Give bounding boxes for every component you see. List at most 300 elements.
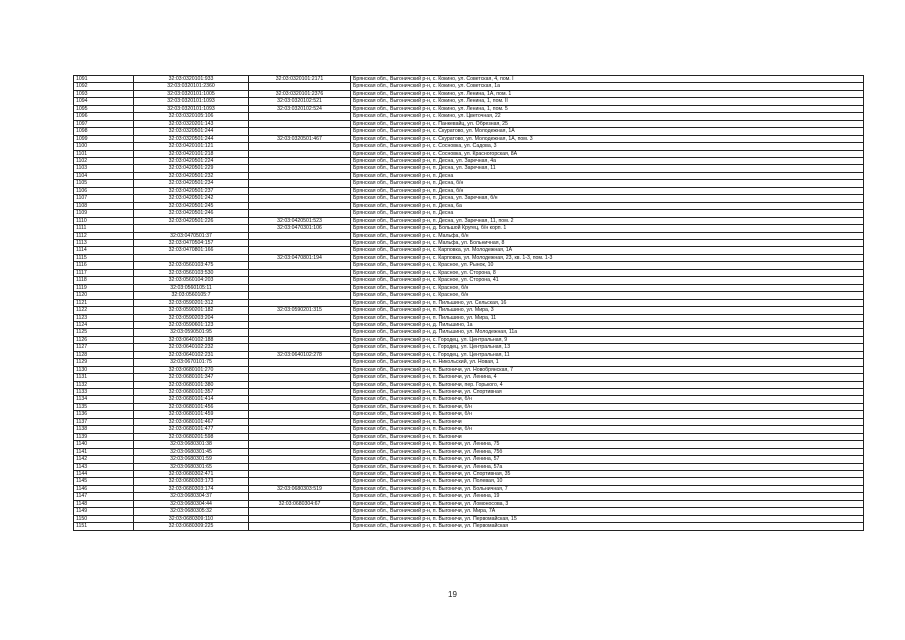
related-cadastral-cell: 32:03:0320102:521 bbox=[249, 98, 351, 105]
related-cadastral-cell bbox=[249, 321, 351, 328]
row-number-cell: 1127 bbox=[74, 344, 134, 351]
cadastral-number-cell: 32:03:0560103:475 bbox=[134, 262, 249, 269]
cadastral-number-cell: 32:03:0320201:143 bbox=[134, 120, 249, 127]
table-row bbox=[74, 433, 864, 440]
cadastral-number-cell: 32:03:0680101:467 bbox=[134, 418, 249, 425]
cadastral-number-cell: 32:03:0680301:45 bbox=[134, 448, 249, 455]
row-number-cell: 1096 bbox=[74, 113, 134, 120]
table-row bbox=[74, 336, 864, 343]
table-row bbox=[74, 344, 864, 351]
table-row bbox=[74, 463, 864, 470]
row-number-cell: 1116 bbox=[74, 262, 134, 269]
cadastral-number-cell: 32:03:0680301:59 bbox=[134, 456, 249, 463]
cadastral-number-cell: 32:03:0680309:225 bbox=[134, 523, 249, 530]
table-row bbox=[74, 143, 864, 150]
cadastral-number-cell: 32:03:0320101:1093 bbox=[134, 105, 249, 112]
cadastral-number-cell: 32:03:0670101:75 bbox=[134, 359, 249, 366]
property-table bbox=[73, 75, 864, 531]
related-cadastral-cell bbox=[249, 329, 351, 336]
address-cell: Брянская обл., Выгоничский р-н, п. Выгоничи, ул. Ленина, 19 bbox=[351, 493, 864, 500]
address-cell: Брянская обл., Выгоничский р-н, п. Выгоничи bbox=[351, 418, 864, 425]
related-cadastral-cell bbox=[249, 463, 351, 470]
table-row bbox=[74, 150, 864, 157]
table-row bbox=[74, 508, 864, 515]
row-number-cell: 1146 bbox=[74, 485, 134, 492]
related-cadastral-cell bbox=[249, 441, 351, 448]
row-number-cell: 1124 bbox=[74, 321, 134, 328]
address-cell: Брянская обл., Выгоничский р-н, п. Десна, ул. Заречная, 11 bbox=[351, 165, 864, 172]
cadastral-number-cell: 32:03:0560103:530 bbox=[134, 269, 249, 276]
address-cell: Брянская обл., Выгоничский р-н, с. Красное, б/н bbox=[351, 292, 864, 299]
row-number-cell: 1117 bbox=[74, 269, 134, 276]
related-cadastral-cell bbox=[249, 150, 351, 157]
address-cell: Брянская обл., Выгоничский р-н, с. Кокино, ул. Советская, 1а bbox=[351, 83, 864, 90]
cadastral-number-cell bbox=[134, 254, 249, 261]
table-row bbox=[74, 523, 864, 530]
table-row bbox=[74, 389, 864, 396]
cadastral-number-cell: 32:03:0320101:1005 bbox=[134, 90, 249, 97]
related-cadastral-cell bbox=[249, 314, 351, 321]
table-row bbox=[74, 135, 864, 142]
address-cell: Брянская обл., Выгоничский р-н, п. Десна, ул. Заречная, 4а bbox=[351, 157, 864, 164]
table-row bbox=[74, 307, 864, 314]
address-cell: Брянская обл., Выгоничский р-н, п. Выгоничи, б/н bbox=[351, 426, 864, 433]
table-row bbox=[74, 187, 864, 194]
table-row bbox=[74, 269, 864, 276]
cadastral-number-cell: 32:03:0680301:65 bbox=[134, 463, 249, 470]
address-cell: Брянская обл., Выгоничский р-н, с. Городец, ул. Центральная, 11 bbox=[351, 351, 864, 358]
address-cell: Брянская обл., Выгоничский р-н, п. Пильшино, ул. Сельская, 16 bbox=[351, 299, 864, 306]
cadastral-number-cell: 32:03:0680309:110 bbox=[134, 515, 249, 522]
related-cadastral-cell bbox=[249, 232, 351, 239]
cadastral-number-cell: 32:03:0590201:312 bbox=[134, 299, 249, 306]
cadastral-number-cell: 32:03:0320101:2360 bbox=[134, 83, 249, 90]
table-row bbox=[74, 493, 864, 500]
address-cell: Брянская обл., Выгоничский р-н, п. Пильшино, ул. Мира, 3 bbox=[351, 307, 864, 314]
row-number-cell: 1109 bbox=[74, 210, 134, 217]
related-cadastral-cell bbox=[249, 113, 351, 120]
cadastral-number-cell: 32:03:0680304:44 bbox=[134, 500, 249, 507]
row-number-cell: 1149 bbox=[74, 508, 134, 515]
related-cadastral-cell bbox=[249, 239, 351, 246]
row-number-cell: 1132 bbox=[74, 381, 134, 388]
related-cadastral-cell bbox=[249, 262, 351, 269]
related-cadastral-cell: 32:03:0320102:524 bbox=[249, 105, 351, 112]
related-cadastral-cell: 32:03:0680304:67 bbox=[249, 500, 351, 507]
related-cadastral-cell bbox=[249, 120, 351, 127]
table-row bbox=[74, 90, 864, 97]
address-cell: Брянская обл., Выгоничский р-н, п. Десна, 6а bbox=[351, 202, 864, 209]
row-number-cell: 1099 bbox=[74, 135, 134, 142]
row-number-cell: 1094 bbox=[74, 98, 134, 105]
row-number-cell: 1105 bbox=[74, 180, 134, 187]
related-cadastral-cell bbox=[249, 456, 351, 463]
row-number-cell: 1143 bbox=[74, 463, 134, 470]
row-number-cell: 1101 bbox=[74, 150, 134, 157]
address-cell: Брянская обл., Выгоничский р-н, п. Десна bbox=[351, 210, 864, 217]
table-row bbox=[74, 366, 864, 373]
table-row bbox=[74, 374, 864, 381]
row-number-cell: 1144 bbox=[74, 471, 134, 478]
address-cell: Брянская обл., Выгоничский р-н, с. Сосновка, ул. Красногорская, 8А bbox=[351, 150, 864, 157]
table-row bbox=[74, 76, 864, 83]
table-row bbox=[74, 165, 864, 172]
cadastral-number-cell: 32:03:0420501:232 bbox=[134, 172, 249, 179]
row-number-cell: 1140 bbox=[74, 441, 134, 448]
row-number-cell: 1097 bbox=[74, 120, 134, 127]
table-row bbox=[74, 98, 864, 105]
row-number-cell: 1128 bbox=[74, 351, 134, 358]
related-cadastral-cell bbox=[249, 269, 351, 276]
address-cell: Брянская обл., Выгоничский р-н, п. Выгоничи, б/н bbox=[351, 403, 864, 410]
row-number-cell: 1131 bbox=[74, 374, 134, 381]
related-cadastral-cell bbox=[249, 210, 351, 217]
row-number-cell: 1112 bbox=[74, 232, 134, 239]
related-cadastral-cell bbox=[249, 157, 351, 164]
table-row bbox=[74, 210, 864, 217]
row-number-cell: 1093 bbox=[74, 90, 134, 97]
cadastral-number-cell: 32:03:0560104:203 bbox=[134, 277, 249, 284]
cadastral-number-cell: 32:03:0470501:37 bbox=[134, 232, 249, 239]
cadastral-number-cell: 32:03:0420501:234 bbox=[134, 180, 249, 187]
cadastral-number-cell: 32:03:0680301:38 bbox=[134, 441, 249, 448]
row-number-cell: 1113 bbox=[74, 239, 134, 246]
table-row bbox=[74, 277, 864, 284]
row-number-cell: 1118 bbox=[74, 277, 134, 284]
row-number-cell: 1121 bbox=[74, 299, 134, 306]
cadastral-number-cell: 32:03:0420501:245 bbox=[134, 202, 249, 209]
row-number-cell: 1136 bbox=[74, 411, 134, 418]
row-number-cell: 1123 bbox=[74, 314, 134, 321]
table-row bbox=[74, 239, 864, 246]
related-cadastral-cell: 32:03:0320501:467 bbox=[249, 135, 351, 142]
table-row bbox=[74, 247, 864, 254]
cadastral-number-cell: 32:03:0640102:188 bbox=[134, 336, 249, 343]
address-cell: Брянская обл., Выгоничский р-н, п. Пильшино, ул. Мира, 11 bbox=[351, 314, 864, 321]
cadastral-number-cell: 32:03:0420501:224 bbox=[134, 157, 249, 164]
row-number-cell: 1091 bbox=[74, 76, 134, 83]
table-row bbox=[74, 456, 864, 463]
cadastral-number-cell: 32:03:0320501:244 bbox=[134, 135, 249, 142]
address-cell: Брянская обл., Выгоничский р-н, с. Мальфа, ул. Больничная, 8 bbox=[351, 239, 864, 246]
address-cell: Брянская обл., Выгоничский р-н, п. Десна, б/н bbox=[351, 187, 864, 194]
table-row bbox=[74, 359, 864, 366]
table-row bbox=[74, 284, 864, 291]
related-cadastral-cell bbox=[249, 165, 351, 172]
row-number-cell: 1108 bbox=[74, 202, 134, 209]
address-cell: Брянская обл., Выгоничский р-н, с. Красное, ул. Сторона, 41 bbox=[351, 277, 864, 284]
table-row bbox=[74, 314, 864, 321]
related-cadastral-cell bbox=[249, 411, 351, 418]
related-cadastral-cell bbox=[249, 508, 351, 515]
table-row bbox=[74, 128, 864, 135]
row-number-cell: 1098 bbox=[74, 128, 134, 135]
related-cadastral-cell bbox=[249, 195, 351, 202]
row-number-cell: 1134 bbox=[74, 396, 134, 403]
cadastral-number-cell: 32:03:0420501:246 bbox=[134, 210, 249, 217]
cadastral-number-cell: 32:03:0560105:7 bbox=[134, 292, 249, 299]
table-row bbox=[74, 471, 864, 478]
table-row bbox=[74, 426, 864, 433]
cadastral-number-cell: 32:03:0420101:218 bbox=[134, 150, 249, 157]
table-row bbox=[74, 411, 864, 418]
row-number-cell: 1125 bbox=[74, 329, 134, 336]
address-cell: Брянская обл., Выгоничский р-н, п. Выгоничи, ул. Больничная, 7 bbox=[351, 485, 864, 492]
cadastral-number-cell: 32:03:0320101:933 bbox=[134, 76, 249, 83]
address-cell: Брянская обл., Выгоничский р-н, с. Кокино, ул. Ленина, 1А, пом. 1 bbox=[351, 90, 864, 97]
related-cadastral-cell bbox=[249, 292, 351, 299]
cadastral-number-cell: 32:03:0590203:204 bbox=[134, 314, 249, 321]
cadastral-number-cell: 32:03:0680303:173 bbox=[134, 478, 249, 485]
related-cadastral-cell: 32:03:0640102:278 bbox=[249, 351, 351, 358]
table-row bbox=[74, 225, 864, 232]
address-cell: Брянская обл., Выгоничский р-н, с. Карповка, ул. Молодежная, 23, кв. 1-3, пом. 1-3 bbox=[351, 254, 864, 261]
cadastral-number-cell: 32:03:0420101:121 bbox=[134, 143, 249, 150]
related-cadastral-cell bbox=[249, 523, 351, 530]
cadastral-number-cell: 32:03:0680304:37 bbox=[134, 493, 249, 500]
address-cell: Брянская обл., Выгоничский р-н, п. Выгоничи, ул. Спортивная bbox=[351, 389, 864, 396]
row-number-cell: 1119 bbox=[74, 284, 134, 291]
address-cell: Брянская обл., Выгоничский р-н, с. Мальфа, б/н bbox=[351, 232, 864, 239]
row-number-cell: 1120 bbox=[74, 292, 134, 299]
row-number-cell: 1151 bbox=[74, 523, 134, 530]
row-number-cell: 1111 bbox=[74, 225, 134, 232]
row-number-cell: 1114 bbox=[74, 247, 134, 254]
cadastral-number-cell: 32:03:0680101:380 bbox=[134, 381, 249, 388]
table-row bbox=[74, 418, 864, 425]
address-cell: Брянская обл., Выгоничский р-н, с. Кокино, ул. Цветочная, 22 bbox=[351, 113, 864, 120]
table-row bbox=[74, 172, 864, 179]
table-row bbox=[74, 478, 864, 485]
address-cell: Брянская обл., Выгоничский р-н, п. Выгоничи, ул. Полевая, 10 bbox=[351, 478, 864, 485]
table-row bbox=[74, 262, 864, 269]
row-number-cell: 1106 bbox=[74, 187, 134, 194]
related-cadastral-cell bbox=[249, 374, 351, 381]
related-cadastral-cell bbox=[249, 493, 351, 500]
table-row bbox=[74, 485, 864, 492]
table-row bbox=[74, 500, 864, 507]
address-cell: Брянская обл., Выгоничский р-н, с. Карповка, ул. Молодежная, 1А bbox=[351, 247, 864, 254]
related-cadastral-cell bbox=[249, 389, 351, 396]
row-number-cell: 1133 bbox=[74, 389, 134, 396]
cadastral-number-cell: 32:03:0680201:598 bbox=[134, 433, 249, 440]
row-number-cell: 1115 bbox=[74, 254, 134, 261]
cadastral-number-cell: 32:03:0640102:231 bbox=[134, 351, 249, 358]
cadastral-number-cell: 32:03:0470801:166 bbox=[134, 247, 249, 254]
address-cell: Брянская обл., Выгоничский р-н, п. Выгоничи, ул. Ленина, 75 bbox=[351, 441, 864, 448]
related-cadastral-cell bbox=[249, 247, 351, 254]
address-cell: Брянская обл., Выгоничский р-н, д. Пильшино, ул. Молодежная, 11а bbox=[351, 329, 864, 336]
address-cell: Брянская обл., Выгоничский р-н, д. Пильшино, 1а bbox=[351, 321, 864, 328]
related-cadastral-cell bbox=[249, 381, 351, 388]
row-number-cell: 1110 bbox=[74, 217, 134, 224]
related-cadastral-cell: 32:03:0470801:194 bbox=[249, 254, 351, 261]
address-cell: Брянская обл., Выгоничский р-н, с. Скуратово, ул. Молодежная, 1А, пом. 3 bbox=[351, 135, 864, 142]
address-cell: Брянская обл., Выгоничский р-н, п. Десна, ул. Заречная, 11, пом. 2 bbox=[351, 217, 864, 224]
table-row bbox=[74, 254, 864, 261]
page-number: 19 bbox=[448, 590, 457, 599]
row-number-cell: 1145 bbox=[74, 478, 134, 485]
related-cadastral-cell: 32:03:0470301:106 bbox=[249, 225, 351, 232]
row-number-cell: 1141 bbox=[74, 448, 134, 455]
address-cell: Брянская обл., Выгоничский р-н, п. Выгоничи, ул. Ленина, 4 bbox=[351, 374, 864, 381]
address-cell: Брянская обл., Выгоничский р-н, с. Скуратово, ул. Молодежная, 1А bbox=[351, 128, 864, 135]
table-row bbox=[74, 396, 864, 403]
row-number-cell: 1137 bbox=[74, 418, 134, 425]
cadastral-number-cell: 32:03:0320105:106 bbox=[134, 113, 249, 120]
table-row bbox=[74, 157, 864, 164]
row-number-cell: 1104 bbox=[74, 172, 134, 179]
address-cell: Брянская обл., Выгоничский р-н, с. Кокино, ул. Ленина, 1, пом. II bbox=[351, 98, 864, 105]
cadastral-number-cell: 32:03:0680101:357 bbox=[134, 389, 249, 396]
address-cell: Брянская обл., Выгоничский р-н, с. Красное, б/н bbox=[351, 284, 864, 291]
related-cadastral-cell bbox=[249, 366, 351, 373]
table-row bbox=[74, 180, 864, 187]
table-row bbox=[74, 195, 864, 202]
cadastral-number-cell: 32:03:0590201:182 bbox=[134, 307, 249, 314]
table-row bbox=[74, 515, 864, 522]
related-cadastral-cell: 32:03:0590201:315 bbox=[249, 307, 351, 314]
address-cell: Брянская обл., Выгоничский р-н, с. Красное, ул. Сторона, 8 bbox=[351, 269, 864, 276]
cadastral-number-cell: 32:03:0680101:347 bbox=[134, 374, 249, 381]
cadastral-number-cell: 32:03:0680302:471 bbox=[134, 471, 249, 478]
related-cadastral-cell bbox=[249, 336, 351, 343]
address-cell: Брянская обл., Выгоничский р-н, с. Городец, ул. Центральная, 13 bbox=[351, 344, 864, 351]
row-number-cell: 1102 bbox=[74, 157, 134, 164]
related-cadastral-cell bbox=[249, 448, 351, 455]
table-row bbox=[74, 217, 864, 224]
address-cell: Брянская обл., Выгоничский р-н, п. Выгоничи bbox=[351, 433, 864, 440]
address-cell: Брянская обл., Выгоничский р-н, п. Десна bbox=[351, 172, 864, 179]
cadastral-number-cell: 32:03:0640102:232 bbox=[134, 344, 249, 351]
address-cell: Брянская обл., Выгоничский р-н, с. Кокино, ул. Ленина, 1, пом. 5 bbox=[351, 105, 864, 112]
address-cell: Брянская обл., Выгоничский р-н, п. Никольский, ул. Новая, 1 bbox=[351, 359, 864, 366]
address-cell: Брянская обл., Выгоничский р-н, п. Выгоничи, ул. Первомайская bbox=[351, 523, 864, 530]
related-cadastral-cell: 32:03:0320101:2376 bbox=[249, 90, 351, 97]
address-cell: Брянская обл., Выгоничский р-н, с. Городец, ул. Центральная, 9 bbox=[351, 336, 864, 343]
address-cell: Брянская обл., Выгоничский р-н, д. Большой Кругец, б/н корп. 1 bbox=[351, 225, 864, 232]
related-cadastral-cell bbox=[249, 344, 351, 351]
related-cadastral-cell bbox=[249, 403, 351, 410]
cadastral-number-cell: 32:03:0320501:244 bbox=[134, 128, 249, 135]
table-row bbox=[74, 105, 864, 112]
cadastral-number-cell: 32:03:0590501:95 bbox=[134, 329, 249, 336]
related-cadastral-cell bbox=[249, 299, 351, 306]
address-cell: Брянская обл., Выгоничский р-н, п. Выгоничи, ул. Спортивная, 35 bbox=[351, 471, 864, 478]
table-row bbox=[74, 202, 864, 209]
row-number-cell: 1095 bbox=[74, 105, 134, 112]
address-cell: Брянская обл., Выгоничский р-н, п. Выгоничи, ул. Ленина, 75б bbox=[351, 448, 864, 455]
related-cadastral-cell bbox=[249, 515, 351, 522]
row-number-cell: 1150 bbox=[74, 515, 134, 522]
related-cadastral-cell bbox=[249, 277, 351, 284]
address-cell: Брянская обл., Выгоничский р-н, п. Выгоничи, ул. Ломоносова, 3 bbox=[351, 500, 864, 507]
related-cadastral-cell bbox=[249, 471, 351, 478]
related-cadastral-cell bbox=[249, 202, 351, 209]
related-cadastral-cell bbox=[249, 284, 351, 291]
cadastral-number-cell: 32:03:0420501:226 bbox=[134, 217, 249, 224]
table-row bbox=[74, 120, 864, 127]
row-number-cell: 1092 bbox=[74, 83, 134, 90]
cadastral-number-cell: 32:03:0680101:459 bbox=[134, 411, 249, 418]
cadastral-number-cell: 32:03:0560105:11 bbox=[134, 284, 249, 291]
address-cell: Брянская обл., Выгоничский р-н, п. Десна, б/н bbox=[351, 180, 864, 187]
cadastral-number-cell: 32:03:0680101:456 bbox=[134, 403, 249, 410]
table-row bbox=[74, 403, 864, 410]
related-cadastral-cell bbox=[249, 172, 351, 179]
row-number-cell: 1148 bbox=[74, 500, 134, 507]
cadastral-number-cell: 32:03:0470504:157 bbox=[134, 239, 249, 246]
address-cell: Брянская обл., Выгоничский р-н, п. Выгоничи, ул. Мира, 7А bbox=[351, 508, 864, 515]
table-row bbox=[74, 321, 864, 328]
address-cell: Брянская обл., Выгоничский р-н, п. Выгоничи, ул. Новобрянская, 7 bbox=[351, 366, 864, 373]
related-cadastral-cell bbox=[249, 128, 351, 135]
table-row bbox=[74, 299, 864, 306]
address-cell: Брянская обл., Выгоничский р-н, с. Панкевайц, ул. Обрезная, 25 bbox=[351, 120, 864, 127]
related-cadastral-cell bbox=[249, 359, 351, 366]
table-row bbox=[74, 441, 864, 448]
row-number-cell: 1147 bbox=[74, 493, 134, 500]
related-cadastral-cell bbox=[249, 187, 351, 194]
address-cell: Брянская обл., Выгоничский р-н, с. Сосновка, ул. Садова, 3 bbox=[351, 143, 864, 150]
table-row bbox=[74, 351, 864, 358]
cadastral-number-cell bbox=[134, 225, 249, 232]
table-row bbox=[74, 113, 864, 120]
row-number-cell: 1138 bbox=[74, 426, 134, 433]
table-row bbox=[74, 292, 864, 299]
related-cadastral-cell bbox=[249, 180, 351, 187]
address-cell: Брянская обл., Выгоничский р-н, с. Красное, ул. Рынок, 10 bbox=[351, 262, 864, 269]
table-row bbox=[74, 448, 864, 455]
row-number-cell: 1142 bbox=[74, 456, 134, 463]
cadastral-number-cell: 32:03:0680305:32 bbox=[134, 508, 249, 515]
row-number-cell: 1129 bbox=[74, 359, 134, 366]
related-cadastral-cell: 32:03:0420501:523 bbox=[249, 217, 351, 224]
table-row bbox=[74, 329, 864, 336]
related-cadastral-cell bbox=[249, 143, 351, 150]
address-cell: Брянская обл., Выгоничский р-н, п. Выгоничи, б/н bbox=[351, 411, 864, 418]
cadastral-number-cell: 32:03:0590601:123 bbox=[134, 321, 249, 328]
row-number-cell: 1126 bbox=[74, 336, 134, 343]
cadastral-number-cell: 32:03:0680101:270 bbox=[134, 366, 249, 373]
table-row bbox=[74, 83, 864, 90]
address-cell: Брянская обл., Выгоничский р-н, п. Выгоничи, ул. Первомайская, 15 bbox=[351, 515, 864, 522]
cadastral-number-cell: 32:03:0420501:237 bbox=[134, 187, 249, 194]
row-number-cell: 1130 bbox=[74, 366, 134, 373]
cadastral-number-cell: 32:03:0420501:242 bbox=[134, 195, 249, 202]
cadastral-number-cell: 32:03:0680101:414 bbox=[134, 396, 249, 403]
property-table-body bbox=[74, 76, 864, 531]
related-cadastral-cell bbox=[249, 396, 351, 403]
related-cadastral-cell bbox=[249, 426, 351, 433]
cadastral-number-cell: 32:03:0320101:1093 bbox=[134, 98, 249, 105]
row-number-cell: 1103 bbox=[74, 165, 134, 172]
related-cadastral-cell bbox=[249, 478, 351, 485]
row-number-cell: 1107 bbox=[74, 195, 134, 202]
cadastral-number-cell: 32:03:0680101:477 bbox=[134, 426, 249, 433]
related-cadastral-cell: 32:03:0680303:519 bbox=[249, 485, 351, 492]
row-number-cell: 1139 bbox=[74, 433, 134, 440]
cadastral-number-cell: 32:03:0420501:229 bbox=[134, 165, 249, 172]
address-cell: Брянская обл., Выгоничский р-н, п. Выгоничи, ул. Ленина, 57 bbox=[351, 456, 864, 463]
table-row bbox=[74, 381, 864, 388]
related-cadastral-cell bbox=[249, 83, 351, 90]
row-number-cell: 1135 bbox=[74, 403, 134, 410]
address-cell: Брянская обл., Выгоничский р-н, п. Выгоничи, пер. Горького, 4 bbox=[351, 381, 864, 388]
row-number-cell: 1100 bbox=[74, 143, 134, 150]
address-cell: Брянская обл., Выгоничский р-н, с. Кокино, ул. Советская, 4, пом. I bbox=[351, 76, 864, 83]
address-cell: Брянская обл., Выгоничский р-н, п. Выгоничи, б/н bbox=[351, 396, 864, 403]
